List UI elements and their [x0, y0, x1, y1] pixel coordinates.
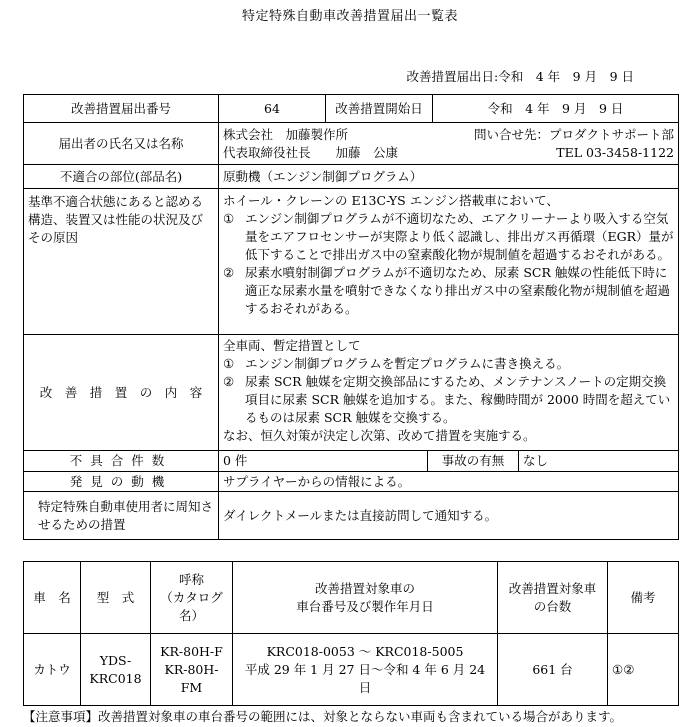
cell-count: 661 台	[498, 634, 608, 706]
header-maker: 車 名	[24, 562, 81, 634]
header-range: 改善措置対象車の 車台番号及び製作年月日	[233, 562, 498, 634]
label-start: 改善措置開始日	[326, 95, 433, 123]
representative: 代表取締役社長 加藤 公康	[223, 144, 399, 160]
value-motive: サプライヤーからの情報による。	[219, 472, 679, 492]
filed-date: 改善措置届出日:令和 4 年 9 月 9 日	[406, 69, 634, 84]
value-name	[219, 123, 679, 165]
measure-item: ② 尿素 SCR 触媒を定期交換部品にするため、メンテナンスノートの定期交換項目に尿素 SCR 触媒を追加する。また、稼働時間が 2000 時間を超えているものは尿素 SCR 触媒を交換する。	[223, 374, 671, 425]
value-cause	[219, 189, 679, 335]
contact-dept: 問い合せ先：プロダクトサポート部	[473, 126, 674, 142]
cell-range: KRC018-0053 ～ KRC018-5005 平成 29 年 1 月 27 日～令和 4 年 6 月 24 日	[233, 634, 498, 706]
notes: 【注意事項】改善措置対象車の車台番号の範囲には、対象とならない車両も含まれている場合があります。	[23, 709, 623, 724]
measure-intro: 全車両、暫定措置として	[223, 338, 361, 353]
label-notify: 特定特殊自動車使用者に周知させるための措置	[24, 492, 219, 540]
label-part: 不適合の部位(部品名)	[24, 165, 219, 189]
contact-tel: TEL 03-3458-1122	[556, 144, 674, 160]
cell-model: YDS- KRC018	[81, 634, 151, 706]
cell-remarks: ①②	[608, 634, 679, 706]
header-model: 型 式	[81, 562, 151, 634]
label-cause: 基準不適合状態にあると認める構造、装置又は性能の状況及びその原因	[24, 189, 219, 335]
label-motive: 発見の動機	[24, 472, 219, 492]
vehicle-table	[23, 561, 679, 706]
company-name: 株式会社 加藤製作所	[223, 126, 349, 142]
value-defects-row	[219, 451, 679, 472]
value-number: 64	[219, 95, 326, 123]
header-count: 改善措置対象車 の台数	[498, 562, 608, 634]
value-part: 原動機（エンジン制御プログラム）	[219, 165, 679, 189]
label-number: 改善措置届出番号	[24, 95, 219, 123]
header-remarks: 備考	[608, 562, 679, 634]
cell-maker: カトウ	[24, 634, 81, 706]
cause-intro: ホイール・クレーンの E13C-YS エンジン搭載車において、	[223, 193, 559, 208]
page-title: 特定特殊自動車改善措置届出一覧表	[241, 9, 458, 24]
value-notify: ダイレクトメールまたは直接訪問して通知する。	[219, 492, 679, 540]
label-name: 届出者の氏名又は名称	[24, 123, 219, 165]
value-start: 令和 4 年 9 月 9 日	[433, 95, 679, 123]
value-accident: なし	[523, 453, 549, 468]
cause-item: ① エンジン制御プログラムが不適切なため、エアクリーナーより吸入する空気量をエアフロセンサーが実際より低く認識し、排出ガス再循環（EGR）量が低下することで排出ガス中の窒素酸化物が規制値を超過するおそれがある。	[223, 211, 674, 262]
value-defects: 0 件	[219, 451, 428, 471]
label-accident: 事故の有無	[428, 451, 519, 471]
cell-catalog: KR-80H-F KR-80H-FM	[151, 634, 233, 706]
notice-table	[23, 94, 679, 540]
cause-item: ② 尿素水噴射制御プログラムが不適切なため、尿素 SCR 触媒の性能低下時に適正な尿素水量を噴射できなくなり排出ガス中の窒素酸化物が規制値を超過するおそれがある。	[223, 265, 671, 316]
label-defects: 不具合件数	[24, 451, 219, 472]
header-catalog: 呼称 （カタログ名）	[151, 562, 233, 634]
measure-item: ① エンジン制御プログラムを暫定プログラムに書き換える。	[223, 356, 570, 371]
measure-outro: なお、恒久対策が決定し次第、改めて措置を実施する。	[223, 428, 536, 443]
value-measure	[219, 335, 679, 451]
label-measure: 改 善 措 置 の 内 容	[24, 335, 219, 451]
